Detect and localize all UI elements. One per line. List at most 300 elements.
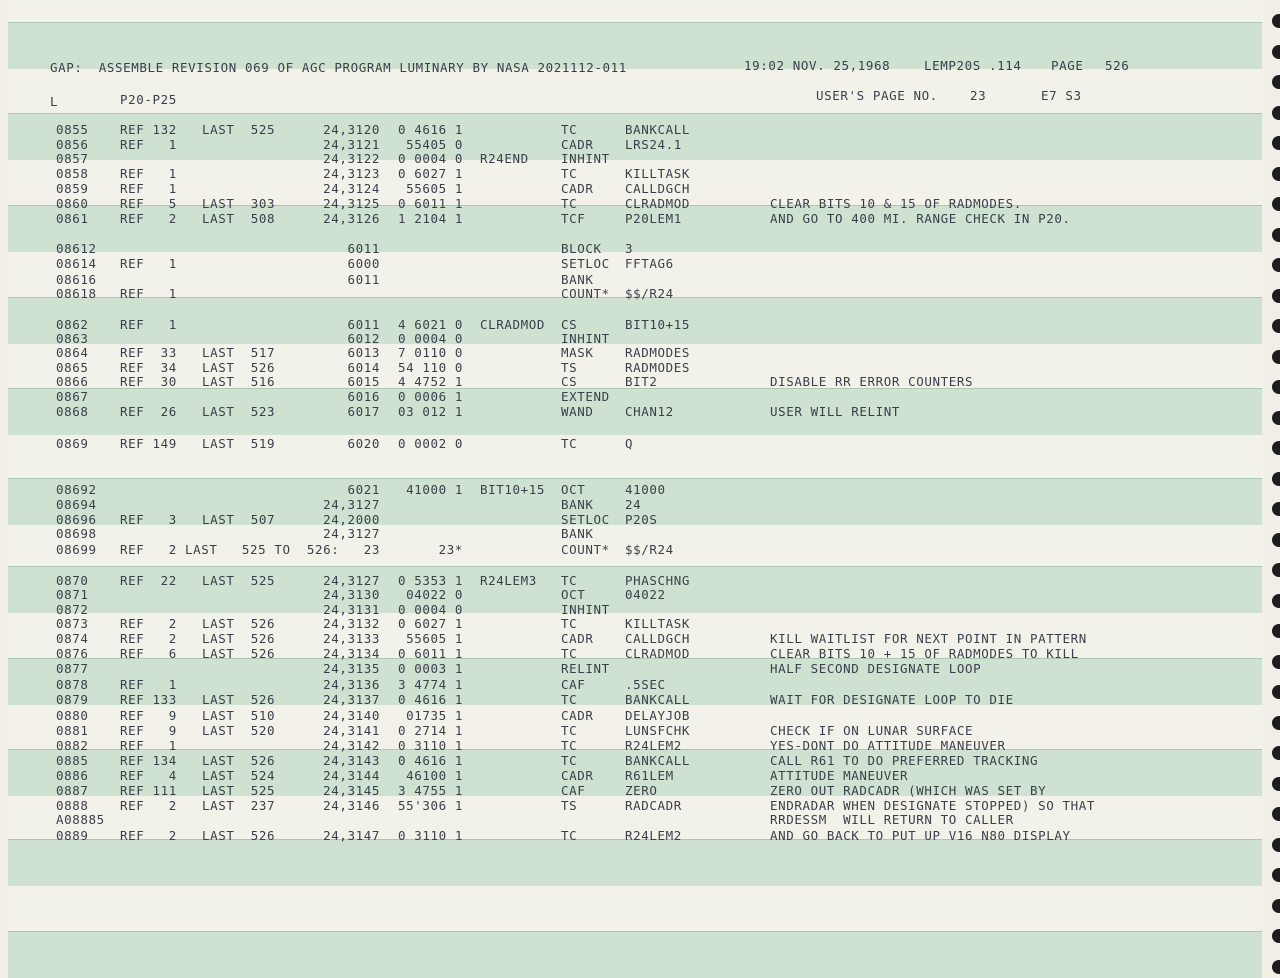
ref-count: REF 1 [120,256,177,271]
opcode: TC [561,753,578,768]
opcode: TC [561,196,578,211]
address: 6017 [347,404,380,419]
opcode: SETLOC [561,256,610,271]
operand: R24LEM2 [625,738,682,753]
last-ref: LAST 526 [202,616,276,631]
octal-word: 7 0110 0 [397,345,463,360]
line-number: 0872 [56,602,89,617]
address: 6011 [347,272,380,287]
line-number: 0889 [56,828,89,843]
address: 6020 [347,436,380,451]
address: 24,3126 [323,211,380,226]
octal-word: 0 0006 1 [397,389,463,404]
opcode: CADR [561,768,594,783]
operand: CLRADMOD [625,196,691,211]
opcode: TCF [561,211,586,226]
user-page-label: USER'S PAGE NO. [816,88,938,103]
opcode: MASK [561,345,594,360]
line-number: 0860 [56,196,89,211]
line-number: 0887 [56,783,89,798]
opcode: TC [561,436,578,451]
octal-word: 0 4616 1 [397,753,463,768]
ref-count: REF 6 [120,646,177,661]
feed-hole [1272,929,1280,943]
octal-word: 0 2714 1 [397,723,463,738]
operand: RADCADR [625,798,682,813]
octal-word: 0 0002 0 [397,436,463,451]
line-number: 0862 [56,317,89,332]
opcode: BANK [561,526,594,541]
octal-word: 4 6021 0 [397,317,463,332]
octal-word: 0 0004 0 [397,151,463,166]
octal-word: 01735 1 [406,708,463,723]
ref-count: REF 133 [120,692,177,707]
operand: BANKCALL [625,122,691,137]
feed-hole [1272,75,1280,89]
operand: $$/R24 [625,542,674,557]
feed-hole [1272,594,1280,608]
comment: WAIT FOR DESIGNATE LOOP TO DIE [770,692,1014,707]
feed-hole [1272,624,1280,638]
octal-word: 0 6027 1 [397,166,463,181]
opcode: TC [561,828,578,843]
address: 6021 [347,482,380,497]
operand: P20S [625,512,658,527]
octal-word: 0 5353 1 [397,573,463,588]
last-ref: LAST 507 [202,512,276,527]
octal-word: 04022 0 [406,587,463,602]
ref-count: REF 9 [120,723,177,738]
octal-word: 03 012 1 [397,404,463,419]
last-ref: LAST 510 [202,708,276,723]
address: 6011 [347,317,380,332]
opcode: OCT [561,482,586,497]
octal-word: 0 3110 1 [397,828,463,843]
user-page-number: 23 [970,88,987,103]
operand: FFTAG6 [625,256,674,271]
operand: CLRADMOD [625,646,691,661]
ref-count: REF 33 [120,345,177,360]
operand: $$/R24 [625,286,674,301]
operand: RADMODES [625,360,691,375]
operand: CALLDGCH [625,181,691,196]
line-number: 08694 [56,497,97,512]
octal-word: 0 3110 1 [397,738,463,753]
operand: 41000 [625,482,666,497]
ref-count: REF 2 [120,211,177,226]
line-number: 0858 [56,166,89,181]
line-number: 0866 [56,374,89,389]
feed-hole [1272,868,1280,882]
last-ref: LAST 526 [202,753,276,768]
opcode: TS [561,360,578,375]
address: 24,3137 [323,692,380,707]
ref-count: REF 2 LAST 525 TO 526: [120,542,340,557]
address: 24,3141 [323,723,380,738]
operand: LUNSFCHK [625,723,691,738]
last-ref: LAST 525 [202,783,276,798]
octal-word: 41000 1 [406,482,463,497]
feed-hole [1272,289,1280,303]
octal-word: 0 4616 1 [397,122,463,137]
ref-count: REF 26 [120,404,177,419]
opcode: TC [561,646,578,661]
ref-count: REF 1 [120,286,177,301]
address: 24,3145 [323,783,380,798]
opcode: INHINT [561,151,610,166]
address: 6016 [347,389,380,404]
operand: 04022 [625,587,666,602]
last-ref: LAST 526 [202,692,276,707]
octal-word: 55'306 1 [397,798,463,813]
address: 6011 [347,241,380,256]
address: 24,3127 [323,526,380,541]
opcode: TC [561,573,578,588]
ref-count: REF 3 [120,512,177,527]
feed-hole [1272,472,1280,486]
operand: P20LEM1 [625,211,682,226]
opcode: WAND [561,404,594,419]
line-number: A08885 [56,812,105,827]
address: 24,3142 [323,738,380,753]
address: 24,3146 [323,798,380,813]
symbol-label: CLRADMOD [480,317,546,332]
opcode: CS [561,317,578,332]
octal-word: 0 0004 0 [397,602,463,617]
line-number: 0863 [56,331,89,346]
opcode: CADR [561,137,594,152]
address: 24,3130 [323,587,380,602]
line-number: 0856 [56,137,89,152]
octal-word: 4 4752 1 [397,374,463,389]
octal-word: 0 0004 0 [397,331,463,346]
opcode: SETLOC [561,512,610,527]
address: 24,3124 [323,181,380,196]
address: 6014 [347,360,380,375]
opcode: TC [561,738,578,753]
address: 24,3122 [323,151,380,166]
symbol-label: R24END [480,151,529,166]
feed-hole [1272,838,1280,852]
comment: RRDESSM WILL RETURN TO CALLER [770,812,1014,827]
comment: YES-DONT DO ATTITUDE MANEUVER [770,738,1006,753]
opcode: CS [561,374,578,389]
feed-hole [1272,14,1280,28]
line-number: 08699 [56,542,97,557]
listing-header-title: GAP: ASSEMBLE REVISION 069 OF AGC PROGRAM LUMINARY BY NASA 2021112-011 [50,60,627,75]
feed-hole [1272,685,1280,699]
opcode: TC [561,616,578,631]
ref-count: REF 4 [120,768,177,783]
last-ref: LAST 237 [202,798,276,813]
address: 24,3131 [323,602,380,617]
line-number: 0855 [56,122,89,137]
operand: 3 [625,241,634,256]
address: 24,3123 [323,166,380,181]
page-label: PAGE [1051,58,1084,73]
greenbar-band [8,839,1262,886]
line-number: 0882 [56,738,89,753]
last-ref: LAST 508 [202,211,276,226]
feed-hole [1272,441,1280,455]
feed-hole [1272,960,1280,974]
operand: KILLTASK [625,616,691,631]
line-number: 0879 [56,692,89,707]
feed-hole [1272,502,1280,516]
comment: CHECK IF ON LUNAR SURFACE [770,723,974,738]
address: 24,3120 [323,122,380,137]
line-number: 08698 [56,526,97,541]
operand: RADMODES [625,345,691,360]
ref-count: REF 30 [120,374,177,389]
line-number: 0880 [56,708,89,723]
ref-count: REF 1 [120,181,177,196]
address: 24,3135 [323,661,380,676]
last-ref: LAST 523 [202,404,276,419]
octal-word: 0 6011 1 [397,196,463,211]
ref-count: REF 132 [120,122,177,137]
last-ref: LAST 516 [202,374,276,389]
octal-word: 0 0003 1 [397,661,463,676]
opcode: CAF [561,783,586,798]
octal-word: 55405 0 [406,137,463,152]
greenbar-band [8,931,1262,978]
ref-count: REF 1 [120,317,177,332]
operand: 24 [625,497,642,512]
feed-hole [1272,899,1280,913]
last-ref: LAST 526 [202,828,276,843]
line-number: 0867 [56,389,89,404]
line-number: 0886 [56,768,89,783]
ref-count: REF 134 [120,753,177,768]
opcode: TS [561,798,578,813]
feed-hole [1272,45,1280,59]
comment: CLEAR BITS 10 + 15 OF RADMODES TO KILL [770,646,1079,661]
line-number: 0877 [56,661,89,676]
feed-hole [1272,746,1280,760]
ref-count: REF 2 [120,616,177,631]
feed-hole [1272,563,1280,577]
address: 24,3144 [323,768,380,783]
line-number: 0878 [56,677,89,692]
last-ref: LAST 303 [202,196,276,211]
octal-word: 54 110 0 [397,360,463,375]
address: 24,3127 [323,497,380,512]
last-ref: LAST 526 [202,360,276,375]
line-number: 08614 [56,256,97,271]
opcode: CADR [561,708,594,723]
operand: PHASCHNG [625,573,691,588]
operand: BANKCALL [625,692,691,707]
opcode: TC [561,723,578,738]
ref-count: REF 34 [120,360,177,375]
feed-hole [1272,380,1280,394]
left-marker: L [50,94,59,109]
line-number: 08692 [56,482,97,497]
line-number: 0881 [56,723,89,738]
comment: AND GO BACK TO PUT UP V16 N80 DISPLAY [770,828,1071,843]
octal-word: 55605 1 [406,631,463,646]
last-ref: LAST 526 [202,646,276,661]
comment: DISABLE RR ERROR COUNTERS [770,374,974,389]
address: 24,3136 [323,677,380,692]
octal-word: 0 4616 1 [397,692,463,707]
opcode: INHINT [561,331,610,346]
section-code: E7 S3 [1041,88,1082,103]
octal-word: 0 6011 1 [397,646,463,661]
address: 24,2000 [323,512,380,527]
opcode: TC [561,166,578,181]
feed-hole [1272,136,1280,150]
operand: CHAN12 [625,404,674,419]
line-number: 08616 [56,272,97,287]
feed-hole [1272,716,1280,730]
operand: ZERO [625,783,658,798]
address: 24,3127 [323,573,380,588]
operand: CALLDGCH [625,631,691,646]
comment: HALF SECOND DESIGNATE LOOP [770,661,982,676]
comment: CALL R61 TO DO PREFERRED TRACKING [770,753,1039,768]
opcode: COUNT* [561,542,610,557]
operand: Q [625,436,634,451]
address: 24,3134 [323,646,380,661]
opcode: OCT [561,587,586,602]
octal-word: 3 4774 1 [397,677,463,692]
last-ref: LAST 517 [202,345,276,360]
operand: BIT2 [625,374,658,389]
last-ref: LAST 525 [202,122,276,137]
page-number: 526 [1105,58,1130,73]
feed-hole [1272,258,1280,272]
opcode: BLOCK [561,241,602,256]
line-number: 0864 [56,345,89,360]
opcode: COUNT* [561,286,610,301]
operand: BIT10+15 [625,317,691,332]
comment: CLEAR BITS 10 & 15 OF RADMODES. [770,196,1022,211]
comment: ENDRADAR WHEN DESIGNATE STOPPED) SO THAT [770,798,1096,813]
line-number: 08612 [56,241,97,256]
address: 6000 [347,256,380,271]
ref-count: REF 111 [120,783,177,798]
ref-count: REF 2 [120,798,177,813]
opcode: CADR [561,631,594,646]
last-ref: LAST 519 [202,436,276,451]
opcode: RELINT [561,661,610,676]
address: 6012 [347,331,380,346]
line-number: 0888 [56,798,89,813]
address: 24,3147 [323,828,380,843]
operand: R24LEM2 [625,828,682,843]
comment: KILL WAITLIST FOR NEXT POINT IN PATTERN [770,631,1087,646]
line-number: 0861 [56,211,89,226]
ref-count: REF 22 [120,573,177,588]
last-ref: LAST 520 [202,723,276,738]
opcode: TC [561,122,578,137]
ref-count: REF 1 [120,166,177,181]
symbol-label: BIT10+15 [480,482,546,497]
line-number: 0868 [56,404,89,419]
octal-word: 0 6027 1 [397,616,463,631]
opcode: TC [561,692,578,707]
operand: .5SEC [625,677,666,692]
line-number: 0885 [56,753,89,768]
octal-word: 1 2104 1 [397,211,463,226]
feed-hole [1272,167,1280,181]
comment: ZERO OUT RADCADR (WHICH WAS SET BY [770,783,1047,798]
operand: DELAYJOB [625,708,691,723]
line-number: 08696 [56,512,97,527]
last-ref: LAST 526 [202,631,276,646]
opcode: INHINT [561,602,610,617]
ref-count: REF 2 [120,828,177,843]
octal-word: 55605 1 [406,181,463,196]
line-number: 0871 [56,587,89,602]
feed-hole [1272,197,1280,211]
opcode: CADR [561,181,594,196]
opcode: BANK [561,272,594,287]
ref-count: REF 1 [120,137,177,152]
line-number: 08618 [56,286,97,301]
ref-count: REF 2 [120,631,177,646]
comment: ATTITUDE MANEUVER [770,768,909,783]
feed-hole [1272,350,1280,364]
address: 24,3143 [323,753,380,768]
address: 24,3125 [323,196,380,211]
operand: R61LEM [625,768,674,783]
line-number: 0874 [56,631,89,646]
feed-hole [1272,655,1280,669]
line-number: 0876 [56,646,89,661]
ref-count: REF 1 [120,677,177,692]
comment: AND GO TO 400 MI. RANGE CHECK IN P20. [770,211,1071,226]
line-number: 0865 [56,360,89,375]
operand: LRS24.1 [625,137,682,152]
address: 24,3133 [323,631,380,646]
address: 23 [363,542,380,557]
section-label: P20-P25 [120,92,177,107]
listing-id: LEMP20S .114 [924,58,1022,73]
listing-page [8,0,1262,970]
feed-hole [1272,533,1280,547]
octal-word: 46100 1 [406,768,463,783]
address: 24,3140 [323,708,380,723]
octal-word: 3 4755 1 [397,783,463,798]
address: 6013 [347,345,380,360]
listing-timestamp: 19:02 NOV. 25,1968 [744,58,891,73]
address: 24,3121 [323,137,380,152]
feed-hole [1272,319,1280,333]
last-ref: LAST 525 [202,573,276,588]
operand: KILLTASK [625,166,691,181]
line-number: 0859 [56,181,89,196]
address: 24,3132 [323,616,380,631]
feed-hole [1272,777,1280,791]
feed-hole [1272,228,1280,242]
feed-hole [1272,807,1280,821]
last-ref: LAST 524 [202,768,276,783]
octal-word: 23* [438,542,463,557]
ref-count: REF 5 [120,196,177,211]
line-number: 0869 [56,436,89,451]
opcode: EXTEND [561,389,610,404]
ref-count: REF 9 [120,708,177,723]
ref-count: REF 149 [120,436,177,451]
symbol-label: R24LEM3 [480,573,537,588]
feed-hole [1272,106,1280,120]
operand: BANKCALL [625,753,691,768]
ref-count: REF 1 [120,738,177,753]
line-number: 0873 [56,616,89,631]
